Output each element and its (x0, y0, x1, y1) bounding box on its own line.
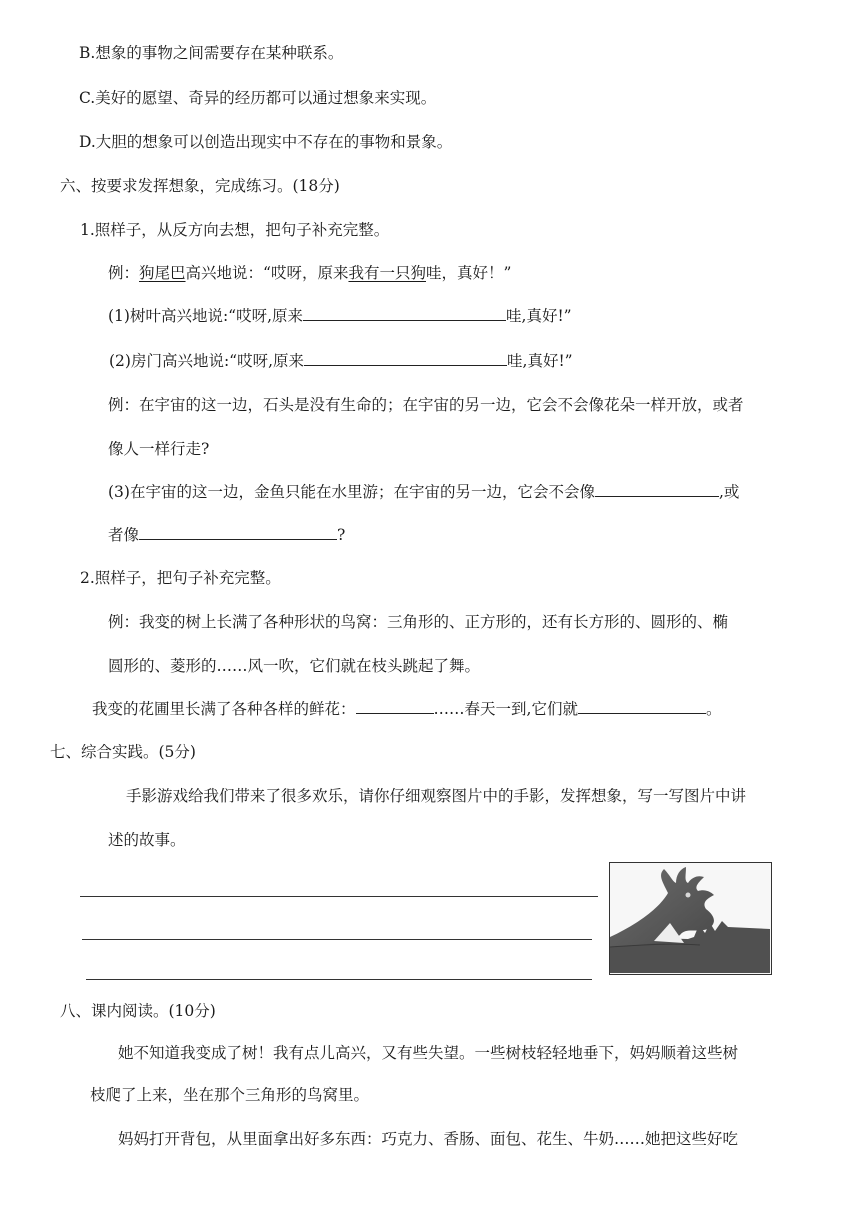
example2-line2: 像人一样行走? (108, 440, 210, 458)
example3-line2: 圆形的、菱形的……风一吹，它们就在枝头跳起了舞。 (108, 657, 481, 675)
answer-blank-1-3b[interactable] (139, 524, 337, 540)
q1-1: (1)树叶高兴地说:“哎呀,原来 哇,真好!” (108, 307, 572, 325)
example3-line1: 例：我变的树上长满了各种形状的鸟窝：三角形的、正方形的，还有长方形的、圆形的、椭 (108, 613, 729, 631)
section7-heading: 七、综合实践。(5分) (50, 743, 196, 761)
hand-shadow-illustration (610, 863, 770, 973)
writing-line-3[interactable] (86, 979, 592, 980)
reading-para1-line1: 她不知道我变成了树！我有点儿高兴，又有些失望。一些树枝轻轻地垂下，妈妈顺着这些树 (118, 1044, 739, 1062)
q2-1: 我变的花圃里长满了各种各样的鲜花： ……春天一到,它们就 。 (92, 700, 722, 718)
writing-line-1[interactable] (80, 896, 598, 897)
section7-prompt-line1: 手影游戏给我们带来了很多欢乐，请你仔细观察图片中的手影，发挥想象，写一写图片中讲 (126, 787, 747, 805)
section7-prompt-line2: 述的故事。 (108, 831, 186, 849)
section6-heading: 六、按要求发挥想象，完成练习。(18分) (60, 177, 340, 195)
answer-blank-1-3a[interactable] (595, 481, 719, 497)
q2-title: 2.照样子，把句子补充完整。 (80, 569, 281, 587)
q1-3-line2: 者像 ? (108, 526, 346, 544)
reading-para2-line1: 妈妈打开背包，从里面拿出好多东西：巧克力、香肠、面包、花生、牛奶……她把这些好吃 (118, 1130, 739, 1148)
option-c: C.美好的愿望、奇异的经历都可以通过想象来实现。 (79, 89, 437, 107)
answer-blank-2-1a[interactable] (356, 698, 434, 714)
answer-blank-1-2[interactable] (304, 350, 507, 366)
option-d: D.大胆的想象可以创造出现实中不存在的事物和景象。 (79, 133, 453, 151)
reading-para1-line2: 枝爬了上来，坐在那个三角形的鸟窝里。 (90, 1086, 370, 1104)
example1: 例：狗尾巴高兴地说：“哎呀，原来我有一只狗哇，真好！” (108, 264, 512, 282)
writing-line-2[interactable] (82, 939, 592, 940)
answer-blank-1-1[interactable] (303, 305, 506, 321)
answer-blank-2-1b[interactable] (578, 698, 706, 714)
q1-2: (2)房门高兴地说:“哎呀,原来 哇,真好!” (109, 352, 573, 370)
q1-3-line1: (3)在宇宙的这一边，金鱼只能在水里游；在宇宙的另一边，它会不会像 ,或 (108, 483, 740, 501)
q1-title: 1.照样子，从反方向去想，把句子补充完整。 (80, 221, 390, 239)
option-b: B.想象的事物之间需要存在某种联系。 (79, 44, 344, 62)
hand-shadow-picture (609, 862, 772, 975)
example2-line1: 例：在宇宙的这一边，石头是没有生命的；在宇宙的另一边，它会不会像花朵一样开放，或者 (108, 396, 744, 414)
section8-heading: 八、课内阅读。(10分) (60, 1002, 216, 1020)
